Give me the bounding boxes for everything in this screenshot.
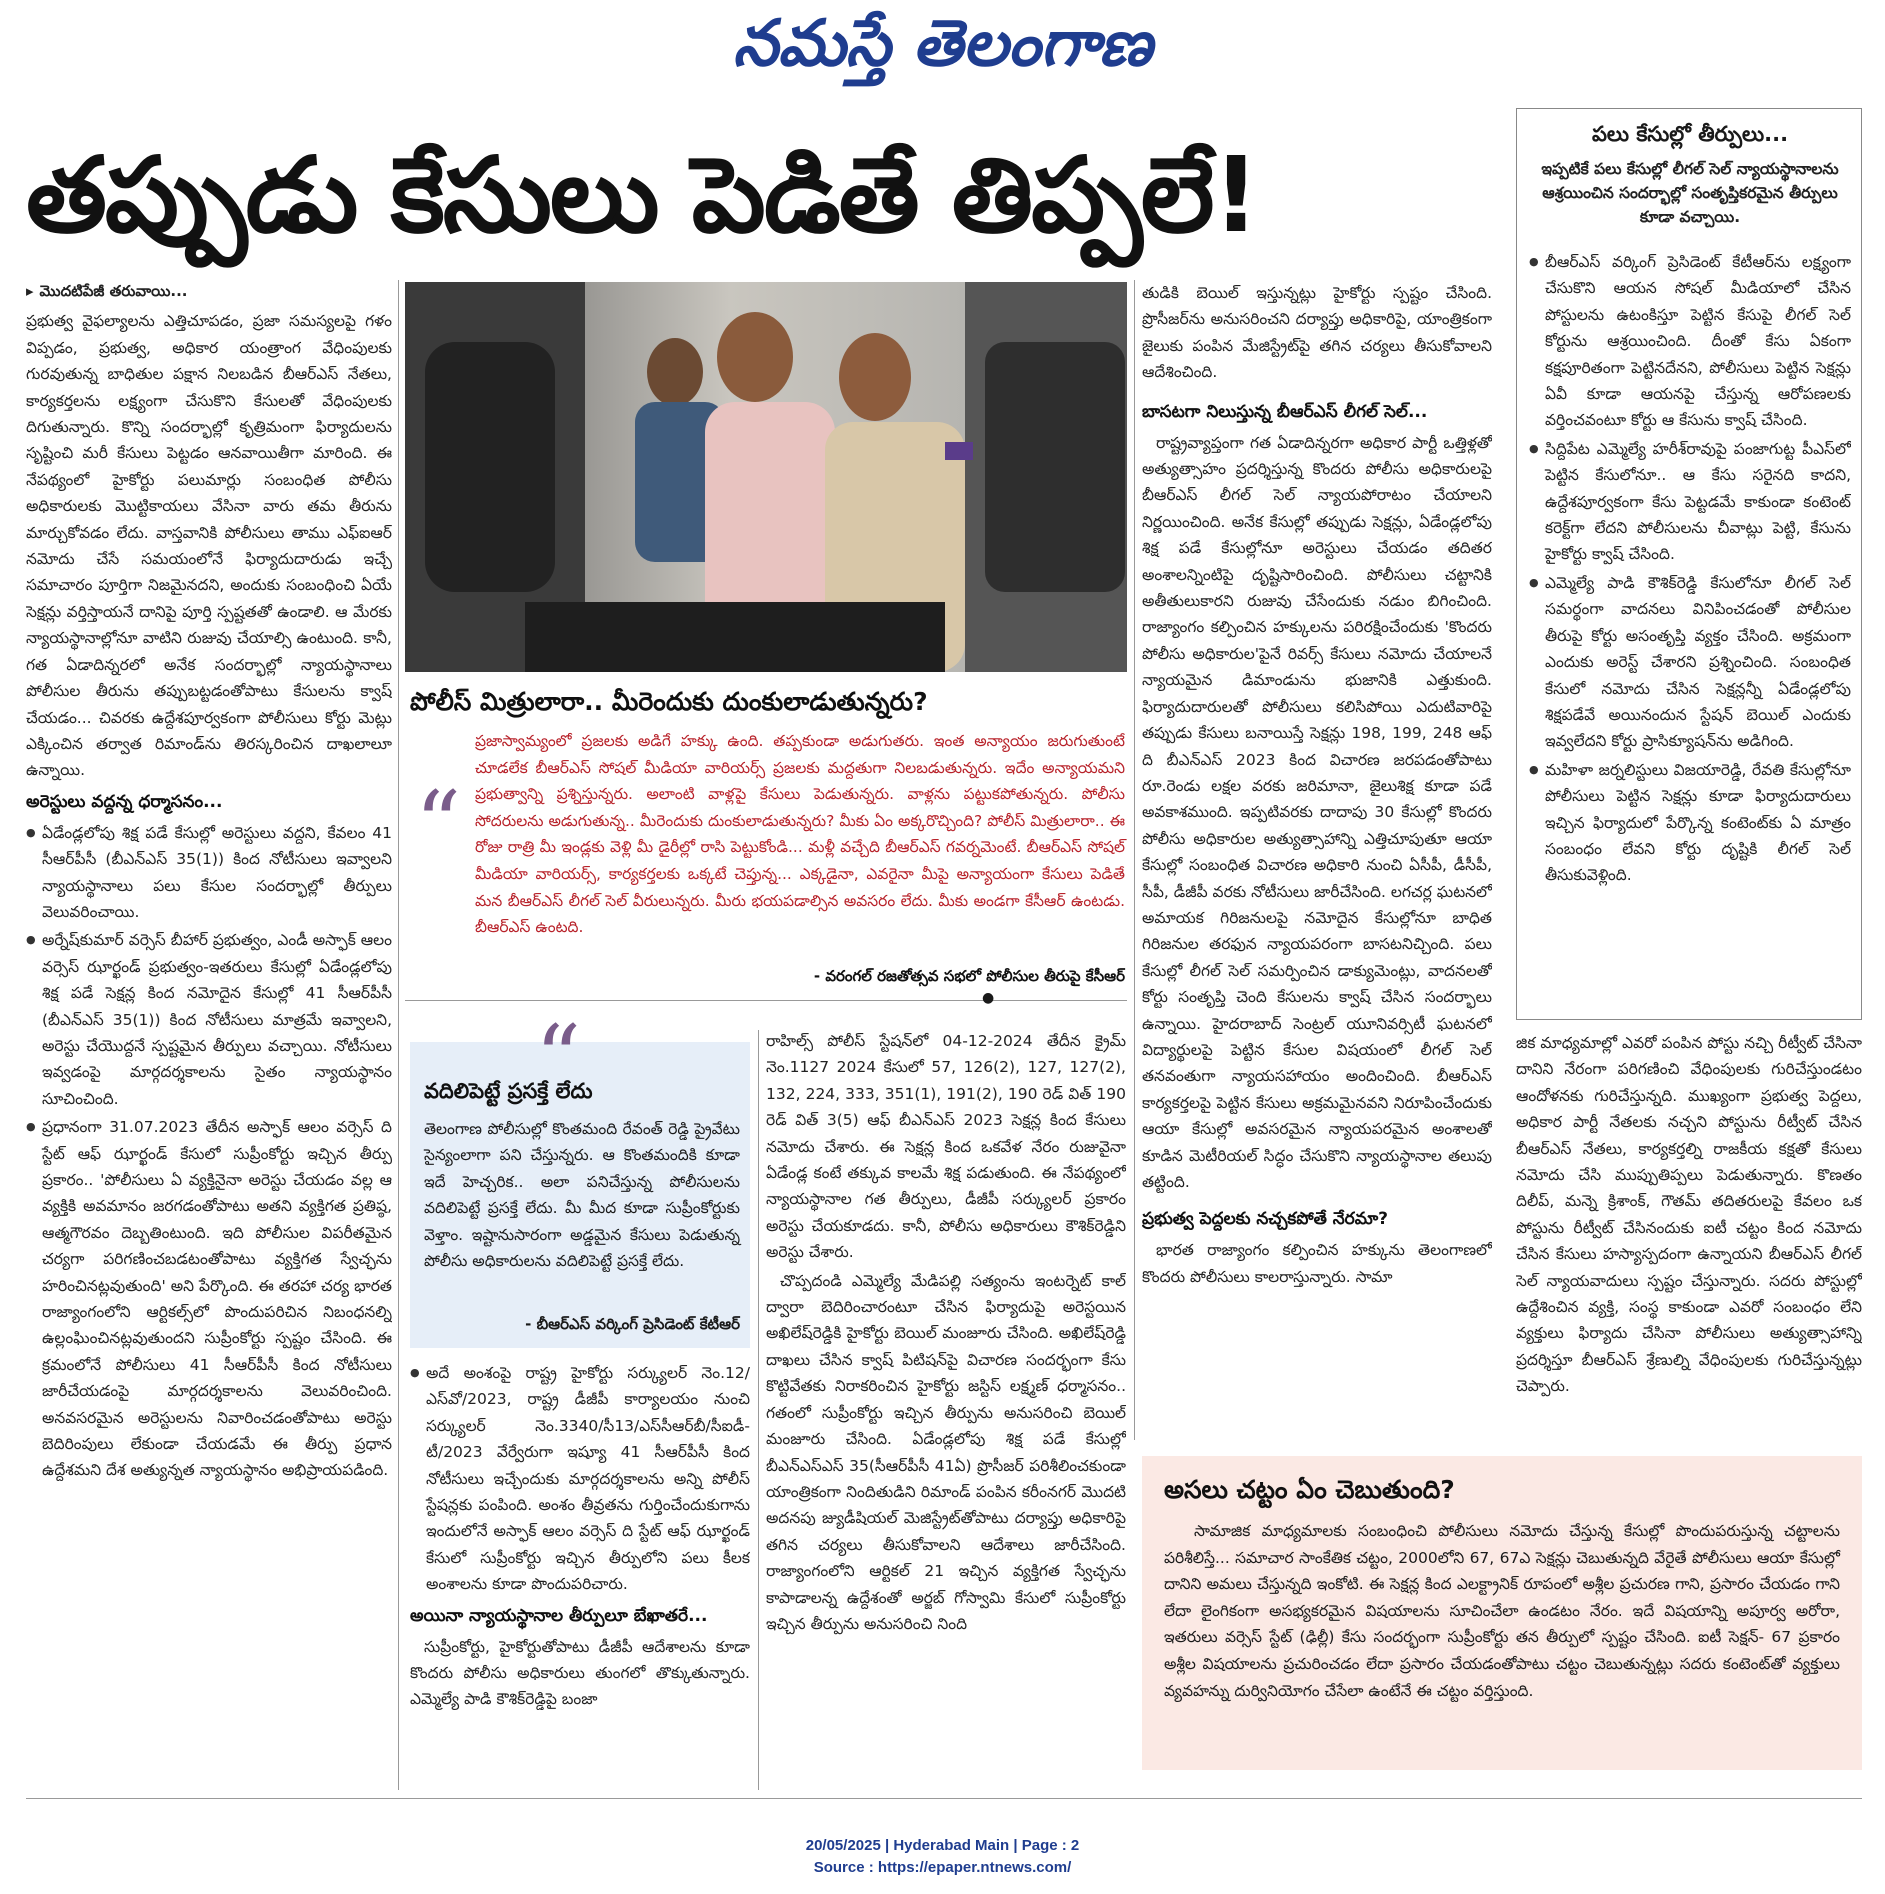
column-divider [758,1030,759,1790]
verdicts-box [1516,108,1862,1020]
intro-paragraph: ప్రభుత్వ వైఫల్యాలను ఎత్తిచూపడం, ప్రజా సమస్యలపై గళం విప్పడం, ప్రభుత్వ, అధికార యంత్రాంగ వేధింపులకు గురవుతున్న బాధితుల పక్షాన నిలబడిన బీఆర్‌ఎస్ నేతలు, కార్యకర్తలను లక్ష్యంగా చేసుకొని కేసులతో వేధింపులకు దిగుతున్నారు. కొన్ని సందర్భాల్లో కృత్రిమంగా ఫిర్యాదులను సృష్టించి మరీ కేసులు పెట్టడం ఆనవాయితీగా మారింది. ఈ నేపథ్యంలో హైకోర్టు పలుమార్లు సంబంధిత పోలీసు అధికారులకు మొట్టికాయలు వేసినా వారు తమ తీరును మార్చుకోవడం లేదు. వాస్తవానికి పోలీసులు తాము ఎఫ్‌ఐఆర్ నమోదు చేసే సమయంలోనే ఫిర్యాదుదారుడు ఇచ్చే సమాచారం పూర్తిగా నిజమైనదని, అందుకు సంబంధించి ఏయే సెక్షన్లు వర్తిస్తాయనే దానిపై పూర్తి స్పష్టతతో ఉండాలి. ఆ మేరకు న్యాయస్థానాల్లోనూ వాటిని రుజువు చేయాల్సి ఉంటుంది. కానీ, గత ఏడాదిన్నరలో అనేక సందర్భాల్లో న్యాయస్థానాలు పోలీసుల తీరును తప్పుబట్టడంతోపాటు కేసులను క్వాష్ చేయడం... చివరకు ఉద్దేశపూర్వకంగా పోలీసులు కోర్టు మెట్లు ఎక్కించిన తర్వాత రిమాండ్‌ను తిరస్కరించిన దాఖలాలూ ఉన్నాయి. [26,312,392,780]
subheading-legal-cell: బాసటగా నిలుస్తున్న బీఆర్‌ఎస్ లీగల్ సెల్... [1142,401,1428,422]
subheading-is-it-crime: ప్రభుత్వ పెద్దలకు నచ్చకపోతే నేరమా? [1142,1209,1389,1230]
bullet-item: ● సిద్దిపేట ఎమ్మెల్యే హరీశ్‌రావుపై పంజాగుట్ట పీఎస్‌లో పెట్టిన కేసులోనూ.. ఆ కేసు సరైనది కాదని, ఉద్దేశపూర్వకంగా కేసు పెట్టడమే కాకుండా కంటెంట్ కరెక్ట్‌గా లేదని పోలీసులను చీవాట్లు పెట్టి, కేసును హైకోర్టు క్వాష్ చేసింది. [1529,436,1851,568]
column-5-bottom [1516,1030,1862,1440]
footer-edition-line: 20/05/2025 | Hyderabad Main | Page : 2 [805,1837,1080,1854]
blue-box-attribution: - బీఆర్‌ఎస్ వర్కింగ్ ప్రెసిడెంట్ కేటీఆర్ [525,1315,740,1333]
bullet-item: ● ప్రధానంగా 31.07.2023 తేదీన అస్ఫాక్ ఆలం వర్సెస్ ది స్టేట్ ఆఫ్ ఝార్ఖండ్ కేసులో సుప్రీంకోర్టు ఇచ్చిన తీర్పు ప్రకారం.. 'పోలీసులు ఏ వ్యక్తినైనా అరెస్టు చేయడం వల్ల ఆ వ్యక్తికి అవమానం జరగడంతోపాటు అతని వ్యక్తిగత ప్రతిష్ఠ, ఆత్మగౌరవం దెబ్బతింటుంది. ఇది పోలీసుల విపరీతమైన చర్యగా పరిగణించబడటంతోపాటు వ్యక్తిగత స్వేచ్ఛను హరించినట్లవుతుంది' అని పేర్కొంది. ఈ తరహా చర్య భారత రాజ్యాంగంలోని ఆర్టికల్స్‌లో పొందుపరిచిన నిబంధనల్ని ఉల్లంఘించినట్లవుతుందని సుప్రీంకోర్టు స్పష్టం చేసింది. ఈ క్రమంలోనే పోలీసులు 41 సీఆర్‌పీసీ కింద నోటీసులు జారీచేయడంపై మార్గదర్శకాలను వెలువరించింది. అనవసరమైన అరెస్టులను నివారించడంతోపాటు అరెస్టు బెదిరింపులు లేకుండా చేయడమే ఈ తీర్పు ప్రధాన ఉద్దేశమని దేశ అత్యున్నత న్యాయస్థానం అభిప్రాయపడింది. [26,1114,392,1484]
paragraph: భారత రాజ్యాంగం కల్పించిన హక్కును తెలంగాణలో కొందరు పోలీసులు కాలరాస్తున్నారు. సామా [1142,1241,1492,1286]
footer-source-line: Source : https://epaper.ntnews.com/ [813,1859,1072,1876]
paragraph: తుడికి బెయిల్ ఇస్తున్నట్లు హైకోర్టు స్పష్టం చేసింది. ప్రొసీజర్‌ను అనుసరించని దర్యాప్తు అధికారిపై, యాంత్రికంగా జైలుకు పంపిన మేజిస్ట్రేట్‌పై తగిన చర్యలు తీసుకోవాలని ఆదేశించింది. [1142,284,1492,382]
subheading-verdicts-ignored: అయినా న్యాయస్థానాల తీర్పులూ బేఖాతరే... [410,1605,708,1626]
bullet-item: ● బీఆర్‌ఎస్ వర్కింగ్ ప్రెసిడెంట్ కేటీఆర్‌ను లక్ష్యంగా చేసుకొని ఆయన సోషల్ మీడియాలో చేసిన పోస్టులను ఉటంకిస్తూ పెట్టిన కేసుపై లీగల్ సెల్ కోర్టును ఆశ్రయించింది. దీంతో కేసు ఏకంగా కక్షపూరితంగా పెట్టినదేనని, పోలీసులు పెట్టిన సెక్షన్లు ఏవీ కూడా ఆయనపై చేస్తున్న ఆరోపణలకు వర్తించవంటూ కోర్టు ఆ కేసును క్వాష్ చేసింది. [1529,249,1851,434]
bullet-item: ● మహిళా జర్నలిస్టులు విజయారెడ్డి, రేవతి కేసుల్లోనూ పోలీసులు పెట్టిన సెక్షన్లు కూడా ఫిర్యాదుదారులు ఇచ్చిన ఫిర్యాదులో పేర్కొన్న కంటెంట్‌కు ఏ మాత్రం సంబంధం లేవని కోర్టు దృష్టికి లీగల్ సెల్ తీసుకువెళ్లింది. [1529,757,1851,889]
column-1 [26,278,392,1798]
bullet-item: ● అర్నేష్‌కుమార్ వర్సెస్ బీహార్ ప్రభుత్వం, ఎండీ అస్ఫాక్ ఆలం వర్సెస్ ఝార్ఖండ్ ప్రభుత్వం-ఇతరులు కేసుల్లో ఏడేండ్లలోపు శిక్ష పడే సెక్షన్ల కింద నమోదైన కేసుల్లో 41 సీఆర్‌పీసీ (బీఎన్‌ఎస్ 35(1)) కింద నోటీసులు మాత్రమే ఇవ్వాలని, అరెస్టు చేయొద్దనే స్పష్టమైన తీర్పులు వచ్చాయి. నోటీసులు ఇవ్వడంపై మార్గదర్శకాలను సైతం న్యాయస్థానం సూచించింది. [26,927,392,1112]
column-4 [1142,280,1492,1440]
footer-rule [26,1798,1862,1799]
arrest-bullets [26,820,392,1484]
column-3-bottom [766,1028,1126,1790]
quote-text: ప్రజాస్వామ్యంలో ప్రజలకు అడిగే హక్కు ఉంది. తప్పకుండా అడుగుతరు. ఇంత అన్యాయం జరుగుతుంటే చూడలేక బీఆర్‌ఎస్ సోషల్ మీడియా వారియర్స్ ప్రజలకు మద్దతుగా నిలబడుతున్నరు. ఇదేం అన్యాయమని ప్రభుత్వాన్ని ప్రశ్నిస్తున్నరు. అలాంటి వాళ్లపై కేసులు పెడుతున్నరు. వాళ్లను పట్టుకపోతున్నరు. పోలీసు సోదరులను అడుగుతున్న.. మీరెందుకు దుంకులాడుతున్నరు? మీకు ఏం అక్కరొచ్చింది? పోలీస్ మిత్రులారా.. ఈ రోజు రాత్రి మీ ఇండ్లకు వెళ్లి మీ డైరీల్లో రాసి పెట్టుకోండి... మళ్లీ వచ్చేది బీఆర్‌ఎస్ గవర్నమెంటే. బీఆర్‌ఎస్ సోషల్ మీడియా వారియర్స్, కార్యకర్తలకు ఒక్కటే చెప్తున్న... ఎక్కడైనా, ఎవరైనా మీపై అన్యాయంగా కేసులు పెడితే మన బీఆర్‌ఎస్ లీగల్ సెల్ వీరులున్నరు. మీరు భయపడాల్సిన అవసరం లేదు. మీకు అండగా కేసీఆర్ ఉంటడు. బీఆర్‌ఎస్ ఉంటది. [475,732,1125,937]
arrow-icon: ▸ [26,282,34,300]
paragraph: రాహిల్స్ పోలీస్ స్టేషన్‌లో 04-12-2024 తేదీన క్రైమ్ నెం.1127 2024 కేసులో 57, 126(2), 127, 127(2), 132, 224, 333, 351(1), 191(2), 190 రెడ్ విత్ 190 రెడ్ విత్ 3(5) ఆఫ్ బీఎన్‌ఎస్ 2023 సెక్షన్ల కింద కేసులు నమోదు చేశారు. ఈ సెక్షన్ల కింద ఒకవేళ నేరం రుజువైనా ఏడేండ్ల కంటే తక్కువ కాలమే శిక్ష పడుతుంది. ఈ నేపథ్యంలో న్యాయస్థానాల గత తీర్పులు, డీజీపీ సర్క్యులర్ ప్రకారం అరెస్టు చేయకూడదు. కానీ, పోలీసు అధికారులు కౌశిక్‌రెడ్డిని అరెస్టు చేశారు. [766,1032,1126,1262]
blue-box-title: వదిలిపెట్టే ప్రసక్తే లేదు [424,1079,593,1103]
masthead: నమస్తే తెలంగాణ [732,6,1153,81]
paragraph: రాష్ట్రవ్యాప్తంగా గత ఏడాదిన్నరగా అధికార పార్టీ ఒత్తిళ్లతో అత్యుత్సాహం ప్రదర్శిస్తున్న కొందరు పోలీసు అధికారులపై బీఆర్‌ఎస్ లీగల్ సెల్ న్యాయపోరాటం చేయాలని నిర్ణయించింది. అనేక కేసుల్లో తప్పుడు సెక్షన్లు, ఏడేండ్లలోపు శిక్ష పడే కేసుల్లోనూ అరెస్టులు చేయడం తదితర అంశాలన్నింటిపై దృష్టిసారించింది. పోలీసులు చట్టానికి అతీతులుకారని రుజువు చేసేందుకు నడుం బిగించింది. రాజ్యాంగం కల్పించిన హక్కులను పరిరక్షించేందుకు 'కొందరు పోలీసు అధికారుల'పైనే రివర్స్ కేసులు నమోదు చేయాలనే న్యాయమైన డిమాండును భుజానికి ఎత్తుకుంది. ఫిర్యాదుదారులతో పోలీసులు కలిసిపోయి ఎదుటివారిపై తప్పుడు కేసులు బనాయిస్తే సెక్షన్లు 198, 199, 248 ఆఫ్ ది బీఎన్‌ఎస్ 2023 కింద విచారణ జరపడంతోపాటు రూ.రెండు లక్షల వరకు జరిమానా, జైలుశిక్ష కూడా పడే అవకాశముంది. ఇప్పటివరకు దాదాపు 30 కేసుల్లో కొందరు పోలీసు అధికారుల అత్యుత్సాహాన్ని ఎత్తిచూపుతూ ఆయా కేసుల్లో సంబంధిత విచారణ అధికారి నుంచి ఏసీపీ, డీసీపీ, సీపీ, డీజీపీ వరకు నోటీసులు జారీచేసింది. లగచర్ల ఘటనలో అమాయక గిరిజనులపై నమోదైన కేసుల్లోనూ బాధిత గిరిజనుల తరఫున న్యాయపరంగా బాసటనిచ్చింది. పలు కేసుల్లో లీగల్ సెల్ సమర్పించిన డాక్యుమెంట్లు, వాదనలతో కోర్టు సంతృప్తి చెంది కేసులను క్వాష్ చేసిన సందర్భాలు ఉన్నాయి. హైదరాబాద్ సెంట్రల్ యూనివర్సిటీ ఘటనలో విద్యార్థులపై పెట్టిన కేసుల విషయంలో లీగల్ సెల్ తనవంతుగా న్యాయసహాయం అందించింది. బీఆర్‌ఎస్ కార్యకర్తలపై పెట్టిన కేసులు అక్రమమైనవని నిరూపించేందుకు ఆయా కేసుల్లో అవసరమైన న్యాయపరమైన అంశాలతో కూడిన మెటీరియల్ సిద్ధం చేసుకొని న్యాయస్థానాల తలుపు తట్టింది. [1142,433,1492,1191]
bullet-item: ● అదే అంశంపై రాష్ట్ర హైకోర్టు సర్క్యులర్ నెం.12/ఎస్‌వో/2023, రాష్ట్ర డీజీపీ కార్యాలయం నుంచి సర్క్యులర్ నెం.3340/సీ13/ఎస్‌సీఆర్‌బీ/సీఐడీ-టీ/2023 వేర్వేరుగా ఇష్యూ 41 సీఆర్‌పీసీ కింద నోటీసులు ఇచ్చేందుకు మార్గదర్శకాలను అన్ని పోలీస్ స్టేషన్లకు పంపింది. అంశం తీవ్రతను గుర్తించేందుకుగాను ఇందులోనే అస్ఫాక్ ఆలం వర్సెస్ ది స్టేట్ ఆఫ్ ఝార్ఖండ్ కేసులో సుప్రీంకోర్టు ఇచ్చిన తీర్పులోని పలు కీలక అంశాలను కూడా పొందుపరిచారు. [410,1360,750,1598]
subheading-arrests: అరెస్టులు వద్దన్న ధర్మాసనం... [26,791,223,812]
news-photo [405,282,1127,672]
verdicts-box-intro: ఇప్పటికే పలు కేసుల్లో లీగల్ సెల్ న్యాయస్థానాలను ఆశ్రయించిన సందర్భాల్లో సంతృప్తికరమైన తీర్పులు కూడా వచ్చాయి. [1541,160,1839,226]
blue-callout-box [410,1006,750,1348]
column-divider [1134,280,1135,1440]
quote-mark-icon: “ [535,1006,582,1111]
column-2-bottom [410,1360,750,1790]
headline: తప్పుడు కేసులు పెడితే తిప్పలే! [26,134,1258,256]
divider-dot-icon: ● [982,990,995,1006]
paragraph: సుప్రీంకోర్టు, హైకోర్టుతోపాటు డీజీపీ ఆదేశాలను కూడా కొందరు పోలీసు అధికారులు తుంగలో తొక్కుతున్నారు. ఎమ్మెల్యే పాడి కౌశిక్‌రెడ్డిపై బంజా [410,1637,750,1709]
pink-law-box [1142,1456,1862,1770]
column-divider [398,280,399,1790]
blue-box-text: తెలంగాణ పోలీసుల్లో కొంతమంది రేవంత్ రెడ్డి ప్రైవేటు సైన్యంలాగా పని చేస్తున్నరు. ఆ కొంతమందికి కూడా ఇదే హెచ్చరిక.. అలా పనిచేస్తున్న పోలీసులను వదిలిపెట్టే ప్రసక్తే లేదు. మీ మీద కూడా సుప్రీంకోర్టుకు వెళ్తాం. ఇష్టానుసారంగా అడ్డమైన కేసులు పెడుతున్న పోలీసు అధికారులను వదిలిపెట్టే ప్రసక్తే లేదు. [424,1120,740,1271]
photo-illustration [405,282,1127,672]
pink-box-title: అసలు చట్టం ఏం చెబుతుంది? [1164,1475,1455,1504]
quote-mark-icon: “ [415,772,462,877]
verdicts-box-body [1529,249,1851,1009]
verdicts-box-title: పలు కేసుల్లో తీర్పులు... [1591,122,1789,146]
paragraph: చొప్పదండి ఎమ్మెల్యే మేడిపల్లి సత్యంను ఇంటర్నెట్ కాల్ ద్వారా బెదిరించారంటూ చేసిన ఫిర్యాదుపై అరెస్టయిన అఖిలేష్‌రెడ్డికి హైకోర్టు బెయిల్ మంజూరు చేసింది. అఖిలేష్‌రెడ్డి దాఖలు చేసిన క్వాష్ పిటిషన్‌పై విచారణ సందర్భంగా కేసు కొట్టివేతకు నిరాకరించిన హైకోర్టు జస్టిస్ లక్ష్మణ్ ధర్మాసనం.. గతంలో సుప్రీంకోర్టు ఇచ్చిన తీర్పును అనుసరించి బెయిల్ మంజూరు చేసింది. ఏడేండ్లలోపు శిక్ష పడే కేసుల్లో బీఎన్‌ఎస్ఎస్ 35(సీఆర్‌పీసీ 41ఏ) ప్రొసీజర్ పరిశీలించకుండా యాంత్రికంగా నిందితుడిని రిమాండ్ పంపిన కరీంనగర్ మొదటి అదనపు జ్యుడీషియల్ మెజిస్ట్రేట్‌తోపాటు దర్యాప్తు అధికారిపై తగిన చర్యలు తీసుకోవాలని ఆదేశాలు జారీచేసింది. రాజ్యాంగంలోని ఆర్టికల్ 21 ఇచ్చిన వ్యక్తిగత స్వేచ్ఛను కాపాడాలన్న ఉద్దేశంతో అర్జబ్ గోస్వామి కేసులో సుప్రీంకోర్టు ఇచ్చిన తీర్పును అనుసరించి నింది [766,1271,1126,1633]
bullet-item: ● ఎమ్మెల్యే పాడి కౌశిక్‌రెడ్డి కేసులోనూ లీగల్ సెల్ సమర్థంగా వాదనలు వినిపించడంతో పోలీసుల తీరుపై కోర్టు అసంతృప్తి వ్యక్తం చేసింది. అక్రమంగా ఎందుకు అరెస్ట్ చేశారని ప్రశ్నించింది. సంబంధిత కేసులో నమోదు చేసిన సెక్షన్లన్నీ ఏడేండ్లలోపు శిక్షపడేవే అయినందున స్టేషన్ బెయిల్ ఎందుకు ఇవ్వలేదని కోర్టు ప్రాసిక్యూషన్‌ను అడిగింది. [1529,570,1851,755]
bullet-item: ● ఏడేండ్లలోపు శిక్ష పడే కేసుల్లో అరెస్టులు వద్దని, కేవలం 41 సీఆర్‌పీసీ (బీఎన్‌ఎస్ 35(1)) కింద నోటీసులు ఇవ్వాలని న్యాయస్థానాలు పలు కేసుల సందర్భాల్లో తీర్పులు వెలువరించాయి. [26,820,392,926]
quote-attribution: - వరంగల్ రజతోత్సవ సభలో పోలీసుల తీరుపై కేసీఆర్ [813,967,1125,985]
section-divider [405,1000,1127,1001]
jump-label: ▸ మొదటిపేజీ తరువాయి... [26,282,188,300]
quote-title: పోలీస్ మిత్రులారా.. మీరెందుకు దుంకులాడుతున్నరు? [410,687,928,716]
pink-box-text: సామాజిక మాధ్యమాలకు సంబంధించి పోలీసులు నమోదు చేస్తున్న కేసుల్లో పొందుపరుస్తున్న చట్టాలను పరిశీలిస్తే... సమాచార సాంకేతిక చట్టం, 2000లోని 67, 67ఎ సెక్షన్లు చెబుతున్నది వేరైతే పోలీసులు ఆయా కేసుల్లో దానిని అమలు చేస్తున్నది ఇంకోటి. ఈ సెక్షన్ల కింద ఎలక్ట్రానిక్ రూపంలో అశ్లీల ప్రచురణ గాని, ప్రసారం చేయడం గాని లేదా లైంగికంగా అసభ్యకరమైన విషయాలను సూచించేలా ఉండటం నేరం. ఇదే విషయాన్ని అపూర్వ అరోరా, ఇతరులు వర్సెస్ స్టేట్ (ఢిల్లీ) కేసు సందర్భంగా సుప్రీంకోర్టు తన తీర్పులో స్పష్టం చేసింది. ఐటీ సెక్షన్- 67 ప్రకారం అశ్లీల విషయాలను ప్రచురించడం లేదా ప్రసారం చేయడంతోపాటు చట్టం చెబుతున్నట్లు సదరు కంటెంట్‌తో వ్యక్తులు వ్యవహన్ను దుర్వినియోగం చేసేలా ఉంటేనే ఈ చట్టం వర్తిస్తుంది. [1164,1522,1840,1700]
paragraph: జిక మాధ్యమాల్లో ఎవరో పంపిన పోస్టు నచ్చి రీట్వీట్ చేసినా దానిని నేరంగా పరిగణించి వేధింపులకు గురిచేస్తుండటం ఆందోళనకు గురిచేస్తున్నది. ముఖ్యంగా ప్రభుత్వ పెద్దలు, అధికార పార్టీ నేతలకు నచ్చని పోస్టును రీట్వీట్ చేసిన బీఆర్‌ఎస్ నేతలు, కార్యకర్తల్ని రాజకీయ కక్షతో కేసులు నమోదు చేసి ముప్పుతిప్పలు పెడుతున్నారు. కొణతం దిలీప్, మన్నె క్రిశాంక్, గౌతమ్ తదితరులపై కేవలం ఒక పోస్టును రీట్వీట్ చేసినందుకు ఐటీ చట్టం కింద నమోదు చేసిన కేసులు హస్యాస్పదంగా ఉన్నాయని బీఆర్‌ఎస్ లీగల్ సెల్ న్యాయవాదులు స్పష్టం చేస్తున్నారు. సదరు పోస్టుల్లో ఉద్దేశించిన వ్యక్తి, సంస్థ కాకుండా ఎవరో సంబంధం లేని వ్యక్తులు ఫిర్యాదు చేసినా పోలీసులు అత్యుత్సాహాన్ని ప్రదర్శిస్తూ బీఆర్‌ఎస్ శ్రేణుల్ని వేధింపులకు గురిచేస్తున్నట్లు చెప్పారు. [1516,1034,1862,1396]
